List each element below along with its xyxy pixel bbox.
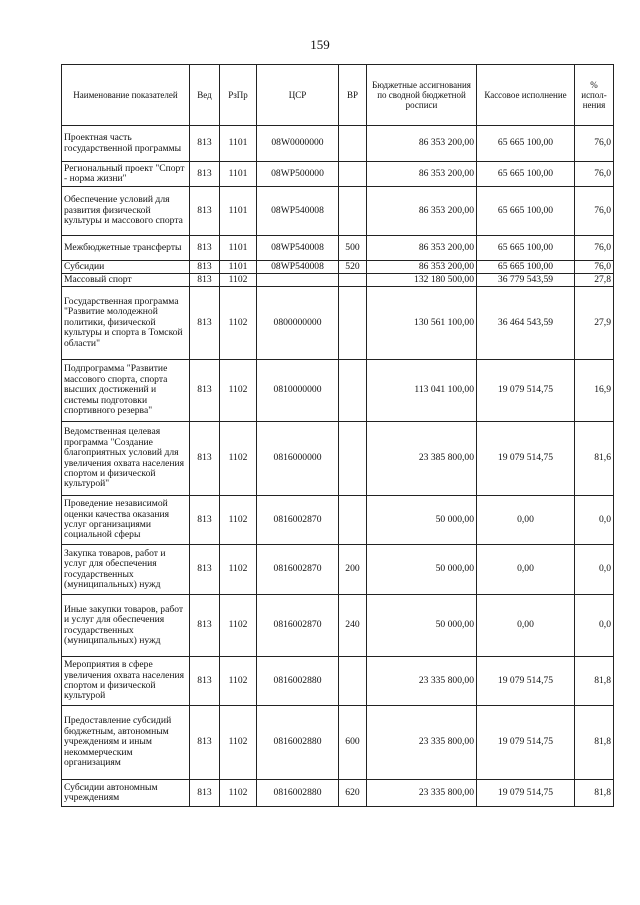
table-row: [62, 657, 614, 706]
row-cash: 65 665 100,00: [477, 261, 575, 274]
row-budget: 86 353 200,00: [367, 236, 477, 261]
row-percent: 16,9: [575, 360, 614, 422]
row-name: Предоставление субсидий бюджетным, автономным учреждениям и иным некоммерческим организациям: [62, 706, 190, 780]
row-rzpr: 1102: [220, 780, 257, 807]
row-budget: 86 353 200,00: [367, 126, 477, 162]
row-budget: 23 385 800,00: [367, 422, 477, 496]
table-row: [62, 162, 614, 187]
table-row: [62, 496, 614, 545]
row-cash: 0,00: [477, 595, 575, 657]
row-percent: 81,8: [575, 706, 614, 780]
header-percent: % испол-нения: [575, 65, 614, 126]
row-ved: 813: [190, 162, 220, 187]
row-ved: 813: [190, 287, 220, 360]
row-percent: 0,0: [575, 496, 614, 545]
budget-execution-table: [61, 64, 614, 807]
table-row: [62, 595, 614, 657]
row-cash: 19 079 514,75: [477, 706, 575, 780]
row-name: Подпрограмма "Развитие массового спорта, спорта высших достижений и системы подготовки спортивного резерва": [62, 360, 190, 422]
row-cash: 19 079 514,75: [477, 422, 575, 496]
row-cash: 19 079 514,75: [477, 780, 575, 807]
header-name: Наименование показателей: [62, 65, 190, 126]
row-vr: 520: [339, 261, 367, 274]
table-row: [62, 360, 614, 422]
row-budget: 130 561 100,00: [367, 287, 477, 360]
row-csr: 0810000000: [257, 360, 339, 422]
row-percent: 76,0: [575, 261, 614, 274]
row-name: Мероприятия в сфере увеличения охвата населения спортом и физической культурой: [62, 657, 190, 706]
row-name: Межбюджетные трансферты: [62, 236, 190, 261]
row-ved: 813: [190, 496, 220, 545]
row-budget: 23 335 800,00: [367, 706, 477, 780]
row-ved: 813: [190, 126, 220, 162]
row-percent: 81,8: [575, 780, 614, 807]
row-name: Проектная часть государственной программы: [62, 126, 190, 162]
header-ved: Вед: [190, 65, 220, 126]
row-vr: 200: [339, 545, 367, 595]
row-name: Иные закупки товаров, работ и услуг для обеспечения государственных (муниципальных) нужд: [62, 595, 190, 657]
table-row: [62, 545, 614, 595]
row-rzpr: 1101: [220, 162, 257, 187]
row-budget: 86 353 200,00: [367, 187, 477, 236]
row-ved: 813: [190, 360, 220, 422]
row-csr: 08WP540008: [257, 187, 339, 236]
table-row: [62, 422, 614, 496]
row-cash: 0,00: [477, 545, 575, 595]
row-vr: 600: [339, 706, 367, 780]
row-rzpr: 1102: [220, 496, 257, 545]
table-header-row: [62, 65, 614, 126]
row-percent: 81,8: [575, 657, 614, 706]
row-percent: 76,0: [575, 187, 614, 236]
row-percent: 27,9: [575, 287, 614, 360]
row-cash: 65 665 100,00: [477, 187, 575, 236]
row-vr: 500: [339, 236, 367, 261]
table-row: [62, 126, 614, 162]
table-row: [62, 287, 614, 360]
row-vr: [339, 496, 367, 545]
row-vr: 240: [339, 595, 367, 657]
header-csr: ЦСР: [257, 65, 339, 126]
table-row: [62, 261, 614, 274]
row-csr: 0800000000: [257, 287, 339, 360]
row-percent: 81,6: [575, 422, 614, 496]
row-rzpr: 1102: [220, 422, 257, 496]
row-rzpr: 1101: [220, 126, 257, 162]
row-ved: 813: [190, 706, 220, 780]
row-ved: 813: [190, 595, 220, 657]
row-rzpr: 1102: [220, 360, 257, 422]
row-csr: 0816000000: [257, 422, 339, 496]
row-rzpr: 1102: [220, 595, 257, 657]
row-csr: 0816002870: [257, 595, 339, 657]
row-cash: 65 665 100,00: [477, 236, 575, 261]
row-name: Региональный проект "Спорт - норма жизни": [62, 162, 190, 187]
row-cash: 65 665 100,00: [477, 126, 575, 162]
row-ved: 813: [190, 780, 220, 807]
row-name: Государственная программа "Развитие молодежной политики, физической культуры и спорта в Томской области": [62, 287, 190, 360]
row-ved: 813: [190, 545, 220, 595]
row-ved: 813: [190, 261, 220, 274]
row-name: Субсидии автономным учреждениям: [62, 780, 190, 807]
row-cash: 19 079 514,75: [477, 657, 575, 706]
row-rzpr: 1102: [220, 287, 257, 360]
row-percent: 76,0: [575, 126, 614, 162]
row-name: Проведение независимой оценки качества оказания услуг организациями социальной сферы: [62, 496, 190, 545]
row-vr: [339, 657, 367, 706]
table-row: [62, 187, 614, 236]
row-ved: 813: [190, 657, 220, 706]
row-budget: 50 000,00: [367, 595, 477, 657]
header-vr: ВР: [339, 65, 367, 126]
row-ved: 813: [190, 422, 220, 496]
table-row: [62, 274, 614, 287]
row-csr: 0816002870: [257, 545, 339, 595]
row-rzpr: 1102: [220, 706, 257, 780]
row-ved: 813: [190, 187, 220, 236]
row-csr: 0816002880: [257, 780, 339, 807]
row-percent: 76,0: [575, 162, 614, 187]
row-csr: [257, 274, 339, 287]
row-rzpr: 1101: [220, 261, 257, 274]
row-vr: [339, 187, 367, 236]
row-percent: 0,0: [575, 595, 614, 657]
row-vr: [339, 126, 367, 162]
row-cash: 65 665 100,00: [477, 162, 575, 187]
row-vr: [339, 360, 367, 422]
row-budget: 86 353 200,00: [367, 261, 477, 274]
row-rzpr: 1101: [220, 187, 257, 236]
page-number: 159: [310, 37, 330, 52]
row-ved: 813: [190, 236, 220, 261]
row-name: Закупка товаров, работ и услуг для обеспечения государственных (муниципальных) нужд: [62, 545, 190, 595]
row-csr: 08WP540008: [257, 236, 339, 261]
row-csr: 0816002880: [257, 706, 339, 780]
header-cash: Кассовое исполнение: [477, 65, 575, 126]
row-budget: 113 041 100,00: [367, 360, 477, 422]
row-vr: [339, 422, 367, 496]
row-name: Обеспечение условий для развития физической культуры и массового спорта: [62, 187, 190, 236]
row-cash: 19 079 514,75: [477, 360, 575, 422]
row-cash: 36 464 543,59: [477, 287, 575, 360]
row-csr: 0816002880: [257, 657, 339, 706]
row-rzpr: 1102: [220, 657, 257, 706]
row-vr: [339, 274, 367, 287]
row-percent: 0,0: [575, 545, 614, 595]
row-budget: 86 353 200,00: [367, 162, 477, 187]
header-budget: Бюджетные ассигнования по сводной бюджетной росписи: [367, 65, 477, 126]
row-rzpr: 1102: [220, 545, 257, 595]
row-cash: 36 779 543,59: [477, 274, 575, 287]
row-csr: 0816002870: [257, 496, 339, 545]
row-percent: 76,0: [575, 236, 614, 261]
row-budget: 50 000,00: [367, 496, 477, 545]
row-budget: 50 000,00: [367, 545, 477, 595]
row-budget: 23 335 800,00: [367, 657, 477, 706]
row-percent: 27,8: [575, 274, 614, 287]
row-csr: 08WP540008: [257, 261, 339, 274]
row-budget: 132 180 500,00: [367, 274, 477, 287]
row-cash: 0,00: [477, 496, 575, 545]
row-vr: 620: [339, 780, 367, 807]
row-vr: [339, 287, 367, 360]
row-vr: [339, 162, 367, 187]
row-csr: 08WP500000: [257, 162, 339, 187]
row-name: Массовый спорт: [62, 274, 190, 287]
table-row: [62, 706, 614, 780]
row-budget: 23 335 800,00: [367, 780, 477, 807]
row-ved: 813: [190, 274, 220, 287]
table-row: [62, 236, 614, 261]
row-name: Ведомственная целевая программа "Создание благоприятных условий для увеличения охвата населения спортом и физической культурой": [62, 422, 190, 496]
row-rzpr: 1101: [220, 236, 257, 261]
row-name: Субсидии: [62, 261, 190, 274]
table-row: [62, 780, 614, 807]
row-csr: 08W0000000: [257, 126, 339, 162]
header-rzpr: РзПр: [220, 65, 257, 126]
row-rzpr: 1102: [220, 274, 257, 287]
